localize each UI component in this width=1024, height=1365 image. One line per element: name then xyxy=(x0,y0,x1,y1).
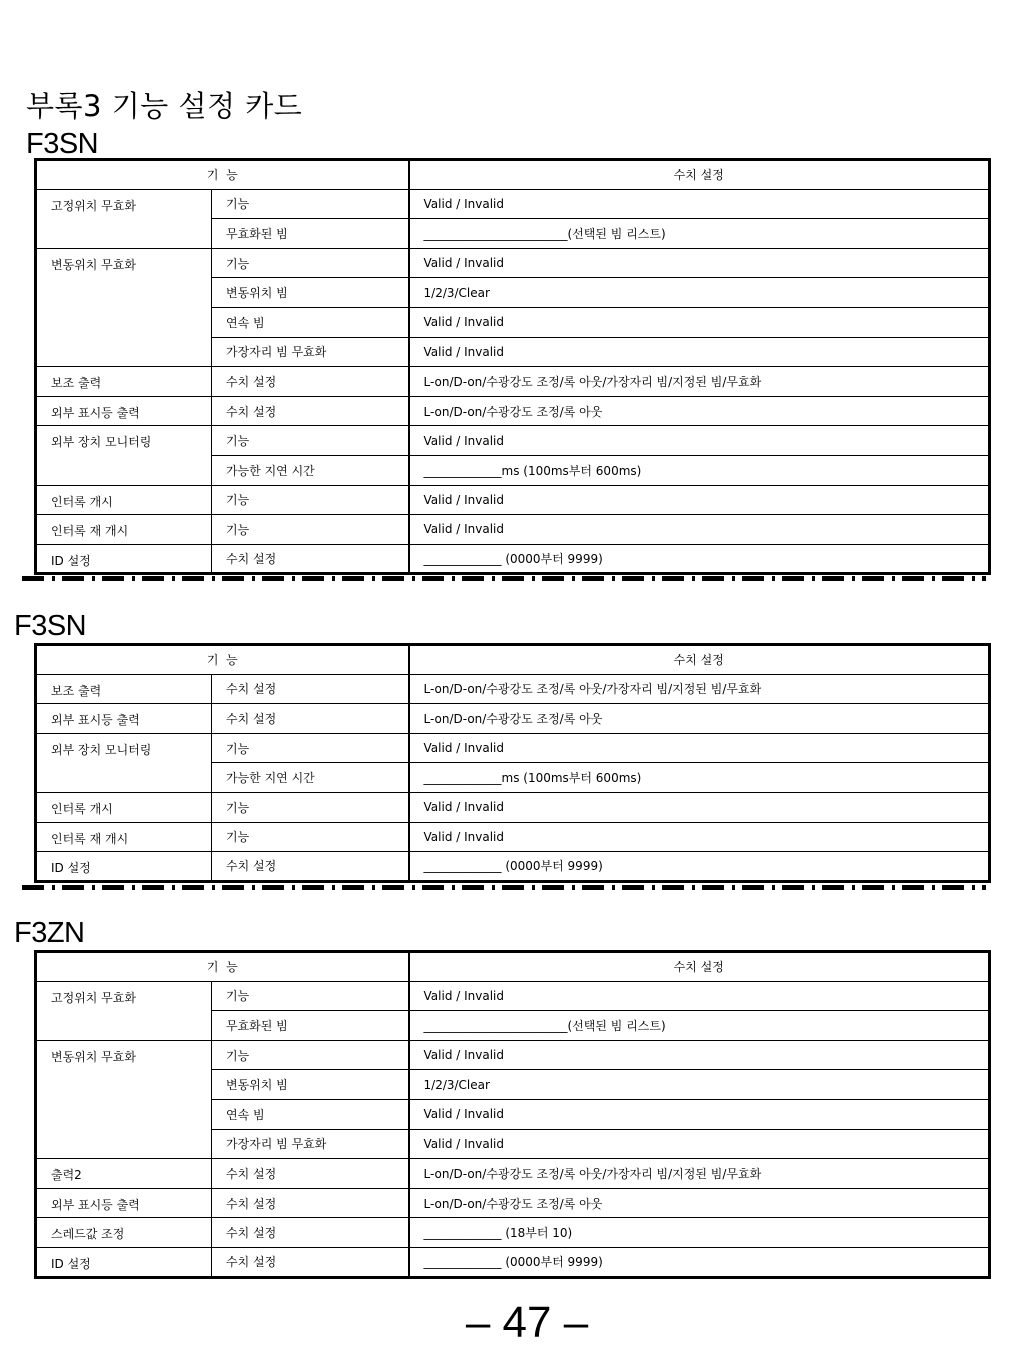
function-item: 연속 빔 xyxy=(212,307,409,337)
table-row xyxy=(36,544,990,574)
table-row xyxy=(36,515,990,545)
settings-table-3 xyxy=(34,950,991,1279)
function-item: 기능 xyxy=(212,1040,409,1070)
setting-value: Valid / Invalid xyxy=(409,189,990,219)
setting-value: Valid / Invalid xyxy=(409,792,990,822)
table-row xyxy=(36,1247,990,1277)
function-item: 수치 설정 xyxy=(212,674,409,704)
function-item: 변동위치 빔 xyxy=(212,278,409,308)
setting-value: Valid / Invalid xyxy=(409,1040,990,1070)
function-group-name: 출력2 xyxy=(36,1159,212,1189)
function-item: 수치 설정 xyxy=(212,544,409,574)
setting-value: Valid / Invalid xyxy=(409,248,990,278)
setting-value: Valid / Invalid xyxy=(409,733,990,763)
setting-value: 1/2/3/Clear xyxy=(409,278,990,308)
model-label-f3sn-2: F3SN xyxy=(14,610,87,642)
model-label-f3sn-1: F3SN xyxy=(26,128,99,160)
setting-value: Valid / Invalid xyxy=(409,1129,990,1159)
setting-value: L-on/D-on/수광강도 조정/록 아웃 xyxy=(409,1188,990,1218)
function-group-name: 외부 표시등 출력 xyxy=(36,704,212,734)
header-setting: 수치 설정 xyxy=(409,952,990,982)
function-group-name: ID 설정 xyxy=(36,1247,212,1277)
setting-value: _____________ (0000부터 9999) xyxy=(409,544,990,574)
function-item: 수치 설정 xyxy=(212,1159,409,1189)
function-group-name: 인터록 재 개시 xyxy=(36,515,212,545)
setting-value: Valid / Invalid xyxy=(409,1099,990,1129)
settings-table-1 xyxy=(34,158,991,575)
function-item: 기능 xyxy=(212,515,409,545)
setting-value: _____________ms (100ms부터 600ms) xyxy=(409,455,990,485)
cut-line-1 xyxy=(22,576,986,581)
function-item: 기능 xyxy=(212,822,409,852)
header-setting: 수치 설정 xyxy=(409,160,990,190)
table-row xyxy=(36,733,990,763)
setting-value: Valid / Invalid xyxy=(409,822,990,852)
function-item: 기능 xyxy=(212,733,409,763)
function-group-name: 고정위치 무효화 xyxy=(36,981,212,1040)
function-item: 무효화된 빔 xyxy=(212,1011,409,1041)
header-function: 기 능 xyxy=(36,645,409,675)
function-item: 기능 xyxy=(212,248,409,278)
function-item: 가능한 지연 시간 xyxy=(212,455,409,485)
table-row xyxy=(36,426,990,456)
function-group-name: ID 설정 xyxy=(36,852,212,882)
function-item: 가장자리 빔 무효화 xyxy=(212,337,409,367)
setting-value: ________________________(선택된 빔 리스트) xyxy=(409,219,990,249)
table-row xyxy=(36,367,990,397)
table-row xyxy=(36,189,990,219)
header-function: 기 능 xyxy=(36,952,409,982)
function-group-name: 고정위치 무효화 xyxy=(36,189,212,248)
function-group-name: 변동위치 무효화 xyxy=(36,1040,212,1158)
function-item: 기능 xyxy=(212,981,409,1011)
page-number: – 47 – xyxy=(465,1298,589,1347)
function-item: 변동위치 빔 xyxy=(212,1070,409,1100)
function-item: 기능 xyxy=(212,426,409,456)
setting-value: L-on/D-on/수광강도 조정/록 아웃 xyxy=(409,396,990,426)
function-item: 가능한 지연 시간 xyxy=(212,763,409,793)
table-header-row xyxy=(36,952,990,982)
table-row xyxy=(36,674,990,704)
table-row xyxy=(36,822,990,852)
function-item: 수치 설정 xyxy=(212,852,409,882)
function-group-name: 외부 표시등 출력 xyxy=(36,396,212,426)
function-group-name: 변동위치 무효화 xyxy=(36,248,212,366)
function-group-name: 외부 표시등 출력 xyxy=(36,1188,212,1218)
table-row xyxy=(36,1218,990,1248)
table-row xyxy=(36,1040,990,1070)
function-group-name: 인터록 개시 xyxy=(36,485,212,515)
table-row xyxy=(36,1188,990,1218)
table-row xyxy=(36,792,990,822)
function-item: 무효화된 빔 xyxy=(212,219,409,249)
function-group-name: 스레드값 조정 xyxy=(36,1218,212,1248)
cut-line-2 xyxy=(22,885,986,890)
setting-value: Valid / Invalid xyxy=(409,515,990,545)
setting-value: _____________ms (100ms부터 600ms) xyxy=(409,763,990,793)
setting-value: Valid / Invalid xyxy=(409,981,990,1011)
header-function: 기 능 xyxy=(36,160,409,190)
setting-value: 1/2/3/Clear xyxy=(409,1070,990,1100)
setting-value: Valid / Invalid xyxy=(409,337,990,367)
function-group-name: 외부 장치 모니터링 xyxy=(36,426,212,485)
setting-value: Valid / Invalid xyxy=(409,307,990,337)
function-item: 수치 설정 xyxy=(212,1218,409,1248)
function-item: 수치 설정 xyxy=(212,396,409,426)
appendix-title: 부록3 기능 설정 카드 xyxy=(26,89,303,123)
function-item: 기능 xyxy=(212,792,409,822)
function-group-name: 보조 출력 xyxy=(36,367,212,397)
setting-value: _____________ (0000부터 9999) xyxy=(409,852,990,882)
header-setting: 수치 설정 xyxy=(409,645,990,675)
table-row xyxy=(36,704,990,734)
setting-value: _____________ (0000부터 9999) xyxy=(409,1247,990,1277)
setting-value: ________________________(선택된 빔 리스트) xyxy=(409,1011,990,1041)
function-group-name: ID 설정 xyxy=(36,544,212,574)
function-item: 연속 빔 xyxy=(212,1099,409,1129)
function-group-name: 외부 장치 모니터링 xyxy=(36,733,212,792)
setting-value: L-on/D-on/수광강도 조정/록 아웃 xyxy=(409,704,990,734)
model-label-f3zn: F3ZN xyxy=(14,917,85,949)
table-header-row xyxy=(36,645,990,675)
setting-value: _____________ (18부터 10) xyxy=(409,1218,990,1248)
function-item: 기능 xyxy=(212,485,409,515)
setting-value: Valid / Invalid xyxy=(409,485,990,515)
function-item: 수치 설정 xyxy=(212,704,409,734)
function-item: 가장자리 빔 무효화 xyxy=(212,1129,409,1159)
table-row xyxy=(36,852,990,882)
table-row xyxy=(36,248,990,278)
setting-value: L-on/D-on/수광강도 조정/록 아웃/가장자리 빔/지정된 빔/무효화 xyxy=(409,1159,990,1189)
table-header-row xyxy=(36,160,990,190)
function-group-name: 보조 출력 xyxy=(36,674,212,704)
function-item: 수치 설정 xyxy=(212,1247,409,1277)
table-row xyxy=(36,396,990,426)
setting-value: L-on/D-on/수광강도 조정/록 아웃/가장자리 빔/지정된 빔/무효화 xyxy=(409,674,990,704)
setting-value: L-on/D-on/수광강도 조정/록 아웃/가장자리 빔/지정된 빔/무효화 xyxy=(409,367,990,397)
table-row xyxy=(36,1159,990,1189)
function-group-name: 인터록 재 개시 xyxy=(36,822,212,852)
settings-table-2 xyxy=(34,643,991,883)
function-group-name: 인터록 개시 xyxy=(36,792,212,822)
table-row xyxy=(36,981,990,1011)
function-item: 기능 xyxy=(212,189,409,219)
table-row xyxy=(36,485,990,515)
function-item: 수치 설정 xyxy=(212,367,409,397)
function-item: 수치 설정 xyxy=(212,1188,409,1218)
setting-value: Valid / Invalid xyxy=(409,426,990,456)
